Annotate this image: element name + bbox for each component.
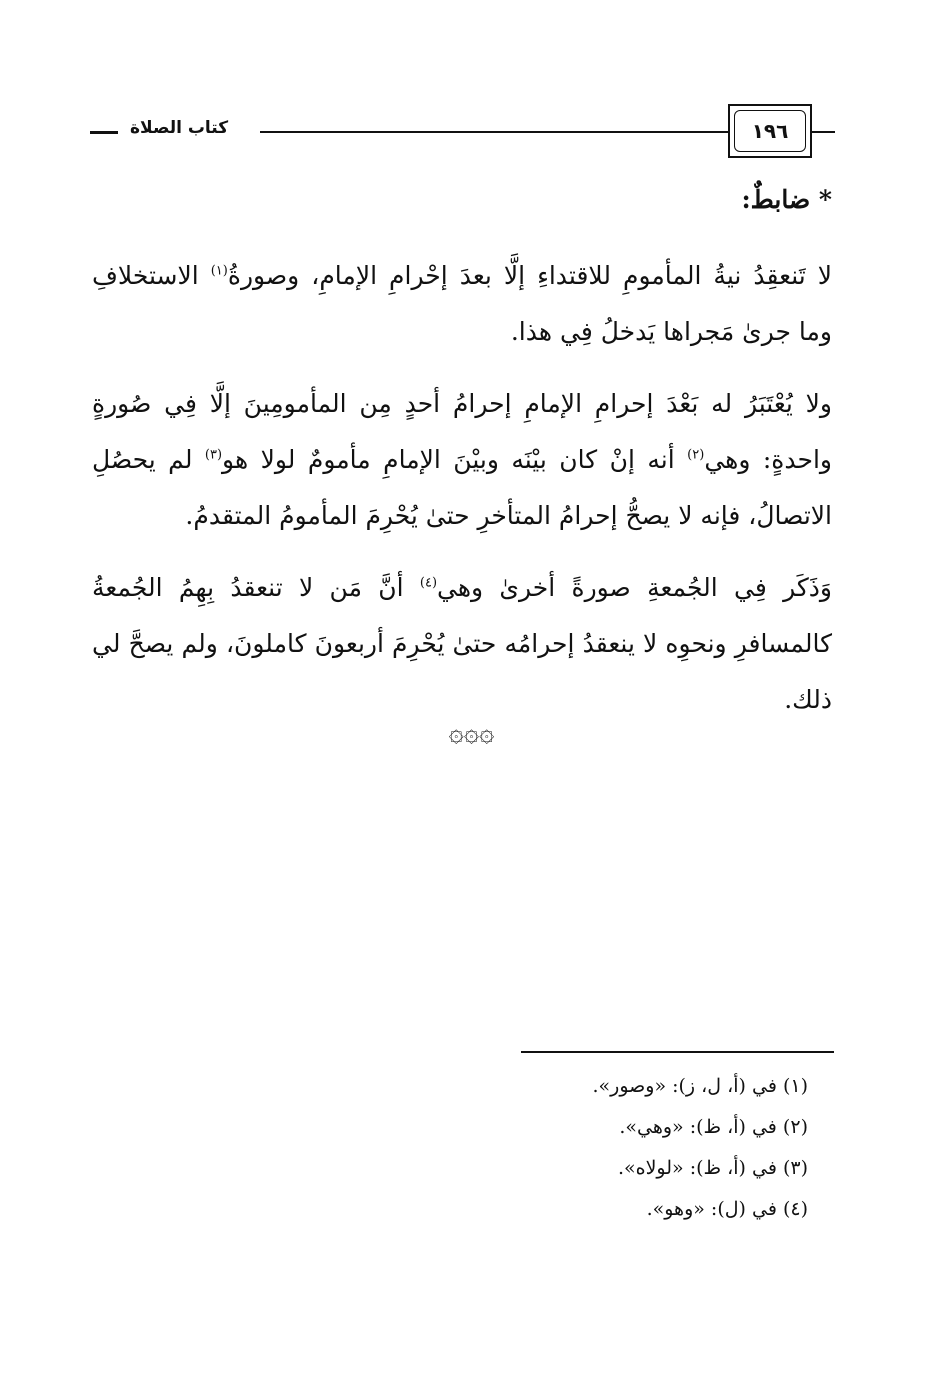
paragraph-text: لا تَنعقِدُ نيةُ المأمومِ للاقتداءِ إلَّا بعدَ إحْرامِ الإمامِ، وصورةُ: [227, 261, 832, 290]
footnote-4: (٤) في (ل): «وهو».: [646, 1198, 808, 1220]
footnote-2: (٢) في (أ، ظ): «وهي».: [619, 1116, 808, 1138]
footnotes: [388, 1066, 808, 1230]
paragraph-text: الاستخلافِ وما جرىٰ مَجراها يَدخلُ فِي هذا.: [92, 261, 832, 346]
section-heading: * ضابطٌ:: [741, 185, 832, 214]
paragraph-1: [92, 248, 832, 360]
footnote-ref: (٢): [687, 447, 705, 463]
page-number: ١٩٦: [734, 110, 806, 152]
page-header: [90, 104, 835, 160]
paragraph-text: وَذَكَر فِي الجُمعةِ صورةً أخرىٰ وهي: [437, 573, 833, 602]
ornament-divider: ۞۞۞: [448, 718, 495, 748]
paragraph-text: أنه إنْ كان بيْنَه وبيْنَ الإمامِ مأمومٌ لولا هو: [222, 445, 688, 474]
paragraph-3: [92, 560, 832, 728]
footnote-1: (١) في (أ، ل، ز): «وصور».: [592, 1075, 808, 1097]
footnote-rule: [521, 1051, 834, 1053]
paragraph-text: أنَّ مَن لا تنعقدُ بِهِمُ الجُمعةُ كالمسافرِ ونحوِه لا ينعقدُ إحرامُه حتىٰ يُحْرِمَ أربعونَ كاملونَ، ولم يصحَّ لي ذلك.: [92, 573, 832, 714]
footnote-ref: (٤): [419, 575, 438, 591]
main-text: [92, 178, 832, 744]
page-number-frame: [728, 104, 812, 158]
paragraph-2: [92, 376, 832, 544]
header-rule-right: [812, 131, 835, 133]
book-title: كتاب الصلاة: [130, 118, 229, 138]
header-dash: [90, 131, 118, 134]
footnote-ref: (١): [210, 263, 228, 279]
paragraph-text: لم يحصُلِ الاتصالُ، فإنه لا يصحُّ إحرامُ المتأخرِ حتىٰ يُحْرِمَ المأمومُ المتقدمُ.: [92, 445, 832, 530]
footnote-ref: (٣): [204, 447, 223, 463]
header-rule: [260, 131, 730, 133]
paragraph-text: ولا يُعْتَبَرُ له بَعْدَ إحرامِ الإمامِ إحرامُ أحدٍ مِن المأمومِينَ إلَّا فِي صُورةٍ واحدةٍ: وهي: [92, 389, 832, 474]
footnote-3: (٣) في (أ، ظ): «لولاه».: [617, 1157, 808, 1179]
